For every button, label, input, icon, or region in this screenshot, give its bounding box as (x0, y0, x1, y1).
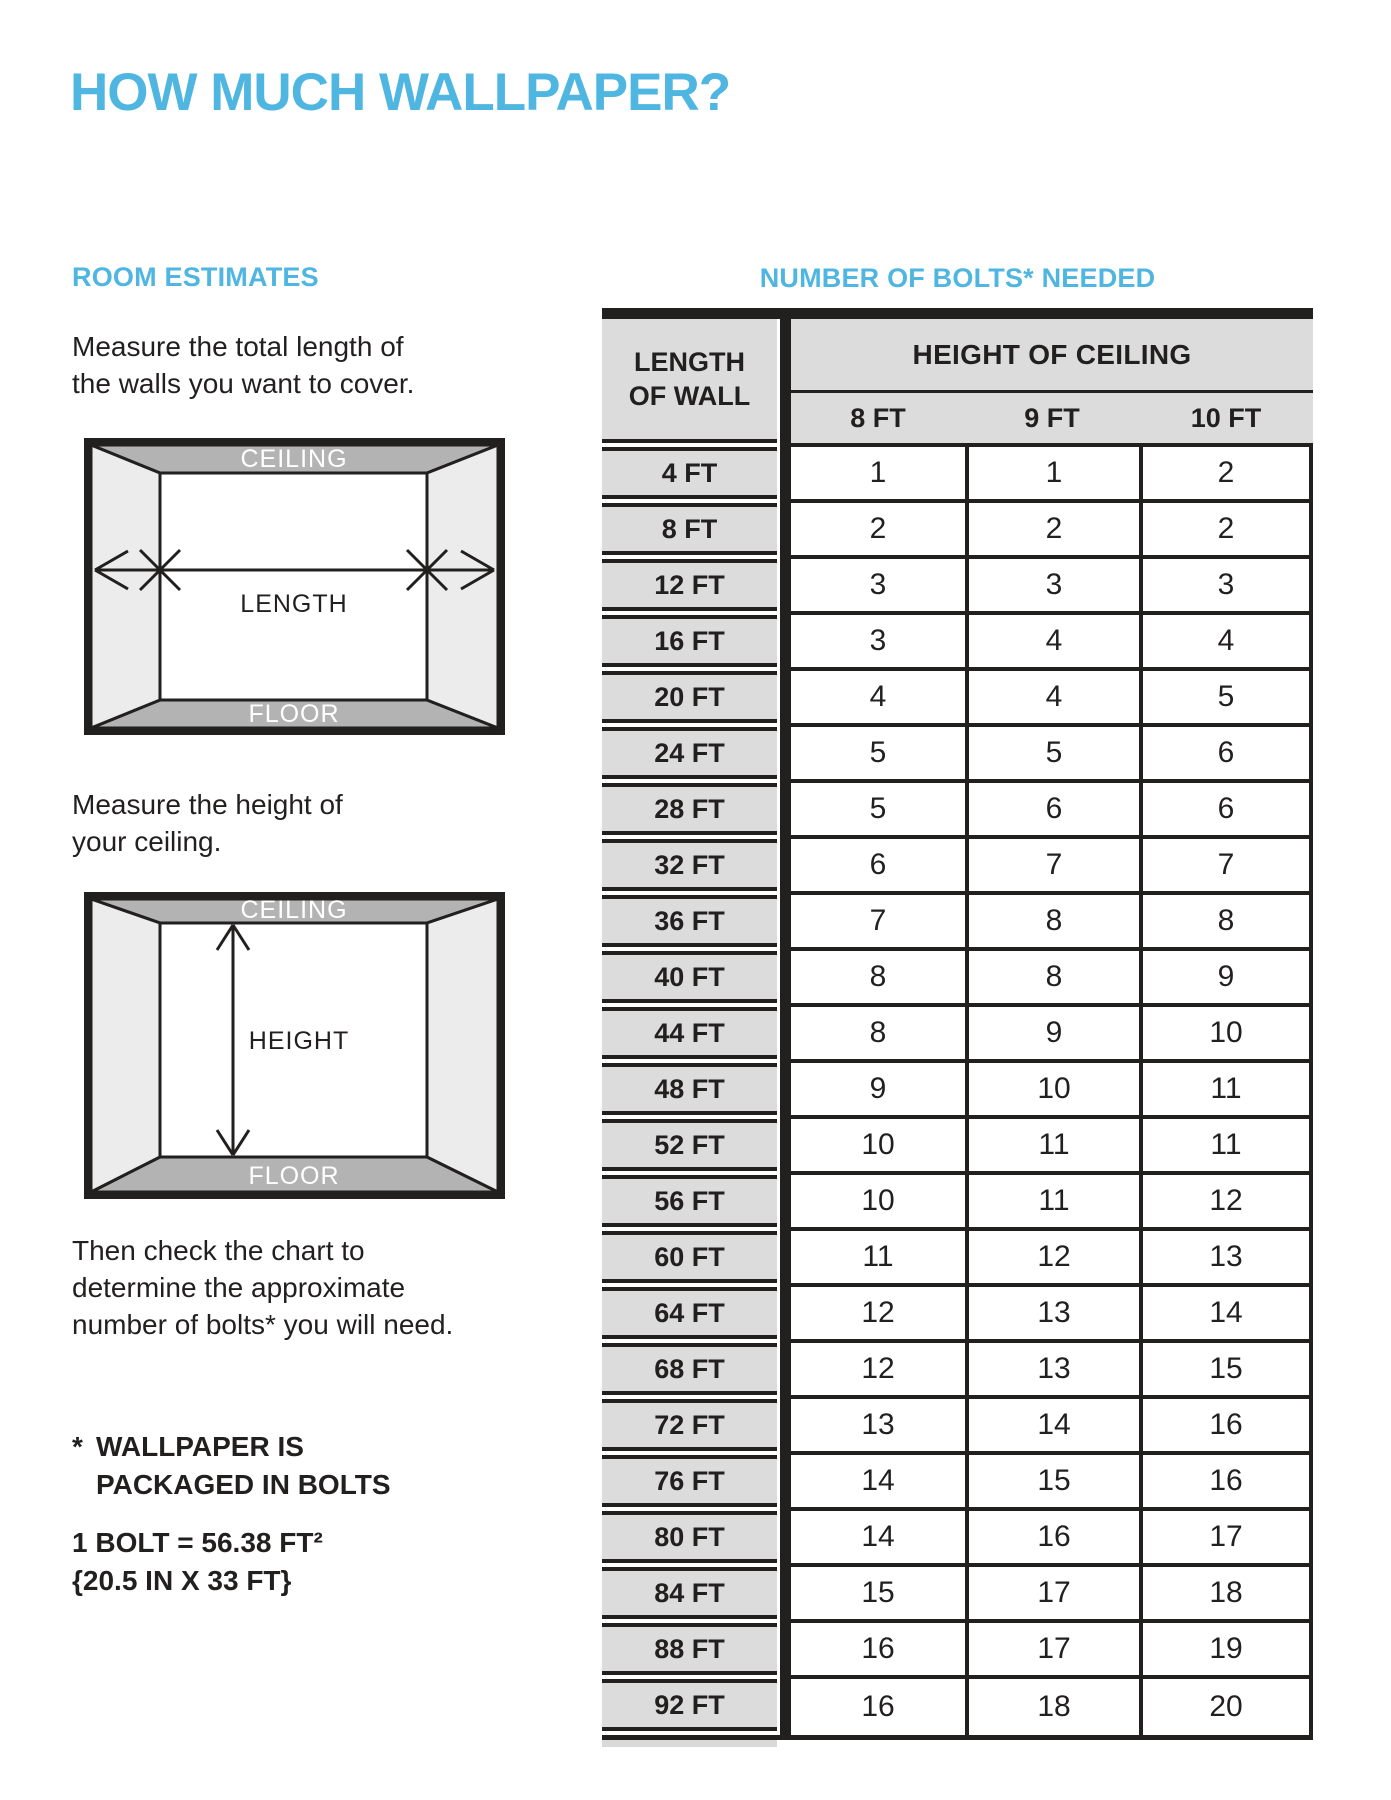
row-label: 76 FT (602, 1455, 777, 1507)
row-label: 84 FT (602, 1567, 777, 1619)
bolt-count-cell: 10 (791, 1175, 965, 1231)
row-label: 36 FT (602, 895, 777, 947)
ceiling-label: CEILING (240, 445, 348, 473)
bolt-footnote (72, 1428, 391, 1504)
bolt-count-cell: 2 (791, 503, 965, 559)
bolt-count-cell: 13 (791, 1399, 965, 1455)
back-wall (160, 473, 427, 700)
instruction-line: the walls you want to cover. (72, 368, 415, 399)
row-label: 20 FT (602, 671, 777, 723)
bolt-count-cell: 18 (1139, 1567, 1313, 1623)
bolt-count-cell: 4 (965, 615, 1139, 671)
bolt-count-cell: 7 (965, 839, 1139, 895)
wall-length-labels (602, 447, 777, 1735)
bolt-count-cell: 3 (791, 559, 965, 615)
bolt-count-cell: 3 (1139, 559, 1313, 615)
row-label: 68 FT (602, 1343, 777, 1395)
row-label: 88 FT (602, 1623, 777, 1675)
row-label: 72 FT (602, 1399, 777, 1451)
bolt-count-cell: 13 (965, 1343, 1139, 1399)
row-label: 16 FT (602, 615, 777, 667)
bolt-count-cell: 2 (1139, 503, 1313, 559)
bolt-count-cell: 8 (1139, 895, 1313, 951)
bolt-count-cell: 16 (791, 1679, 965, 1735)
label-column-shadow (602, 1740, 777, 1747)
length-of-wall-header (602, 319, 777, 443)
bolt-count-cell: 5 (1139, 671, 1313, 727)
bolt-counts-grid (791, 447, 1313, 1735)
bolt-count-cell: 3 (965, 559, 1139, 615)
ceiling-height-columns (791, 393, 1313, 447)
bolt-count-cell: 6 (1139, 783, 1313, 839)
bolt-count-cell: 14 (791, 1455, 965, 1511)
bolt-count-cell: 9 (791, 1063, 965, 1119)
bolt-count-cell: 16 (1139, 1455, 1313, 1511)
bolt-count-cell: 15 (965, 1455, 1139, 1511)
instruction-line: Measure the total length of (72, 331, 404, 362)
floor-label: FLOOR (248, 1162, 340, 1190)
bolt-count-cell: 9 (1139, 951, 1313, 1007)
row-label: 92 FT (602, 1679, 777, 1731)
instruction-line: determine the approximate (72, 1272, 406, 1303)
bolt-count-cell: 17 (1139, 1511, 1313, 1567)
bolt-count-cell: 11 (1139, 1119, 1313, 1175)
instruction-line: Measure the height of (72, 789, 343, 820)
row-label: 80 FT (602, 1511, 777, 1563)
instruction-check-chart (72, 1232, 453, 1343)
floor-label: FLOOR (248, 700, 340, 728)
bolt-count-cell: 12 (791, 1343, 965, 1399)
row-label: 4 FT (602, 447, 777, 499)
instruction-measure-length (72, 328, 414, 402)
bolt-count-cell: 16 (965, 1511, 1139, 1567)
bolt-count-cell: 6 (1139, 727, 1313, 783)
bolt-count-cell: 9 (965, 1007, 1139, 1063)
table-vertical-rule (780, 308, 791, 1740)
column-header-10ft: 10 FT (1190, 402, 1262, 433)
bolt-count-cell: 11 (965, 1119, 1139, 1175)
bolt-count-cell: 13 (1139, 1231, 1313, 1287)
bolt-count-cell: 11 (1139, 1063, 1313, 1119)
bolt-count-cell: 7 (791, 895, 965, 951)
room-height-diagram (84, 892, 505, 1199)
room-length-diagram (84, 438, 505, 735)
instruction-line: Then check the chart to (72, 1235, 365, 1266)
table-body (602, 447, 1313, 1735)
bolt-count-cell: 18 (965, 1679, 1139, 1735)
bolt-count-cell: 4 (791, 671, 965, 727)
row-label: 64 FT (602, 1287, 777, 1339)
bolt-count-cell: 10 (965, 1063, 1139, 1119)
bolt-count-cell: 17 (965, 1623, 1139, 1679)
room-estimates-heading: ROOM ESTIMATES (72, 262, 319, 292)
bolt-count-cell: 8 (791, 1007, 965, 1063)
bolt-count-cell: 14 (791, 1511, 965, 1567)
bolt-count-cell: 1 (791, 447, 965, 503)
footnote-line: PACKAGED IN BOLTS (96, 1469, 391, 1500)
asterisk: * (72, 1431, 83, 1462)
header-line: OF WALL (628, 381, 751, 411)
bolt-count-cell: 2 (1139, 447, 1313, 503)
bolt-count-cell: 2 (965, 503, 1139, 559)
bolt-count-cell: 15 (1139, 1343, 1313, 1399)
footnote-line: WALLPAPER IS (96, 1431, 304, 1462)
column-header-9ft: 9 FT (1024, 402, 1080, 433)
instruction-line: number of bolts* you will need. (72, 1309, 454, 1340)
height-dimension-label: HEIGHT (248, 1027, 350, 1055)
instruction-line: your ceiling. (72, 826, 222, 857)
bolts-needed-heading: NUMBER OF BOLTS* NEEDED (759, 263, 1156, 293)
row-label: 60 FT (602, 1231, 777, 1283)
row-label: 44 FT (602, 1007, 777, 1059)
row-label: 12 FT (602, 559, 777, 611)
header-line: LENGTH (634, 347, 745, 377)
row-label: 48 FT (602, 1063, 777, 1115)
bolt-size-line: 1 BOLT = 56.38 FT² (72, 1527, 323, 1558)
bolt-spec (72, 1524, 323, 1600)
table-header (602, 319, 1313, 447)
bolt-count-cell: 8 (791, 951, 965, 1007)
length-dimension-label: LENGTH (240, 590, 348, 618)
row-label: 28 FT (602, 783, 777, 835)
bolt-count-cell: 20 (1139, 1679, 1313, 1735)
ceiling-label: CEILING (240, 896, 348, 924)
bolt-count-cell: 3 (791, 615, 965, 671)
bolt-count-cell: 5 (791, 783, 965, 839)
bolt-count-cell: 6 (965, 783, 1139, 839)
bolt-count-cell: 12 (965, 1231, 1139, 1287)
column-header-8ft: 8 FT (850, 402, 906, 433)
instruction-measure-height (72, 786, 343, 860)
row-label: 56 FT (602, 1175, 777, 1227)
bolt-count-cell: 14 (1139, 1287, 1313, 1343)
bolt-count-cell: 11 (791, 1231, 965, 1287)
bolt-count-cell: 17 (965, 1567, 1139, 1623)
bolt-count-cell: 16 (1139, 1399, 1313, 1455)
bolt-dimensions-line: {20.5 IN X 33 FT} (72, 1565, 292, 1596)
bolt-count-cell: 7 (1139, 839, 1313, 895)
bolt-count-cell: 8 (965, 895, 1139, 951)
bolt-count-cell: 10 (791, 1119, 965, 1175)
height-of-ceiling-header: HEIGHT OF CEILING (791, 319, 1313, 393)
row-label: 40 FT (602, 951, 777, 1003)
row-label: 8 FT (602, 503, 777, 555)
row-label: 32 FT (602, 839, 777, 891)
bolt-count-cell: 16 (791, 1623, 965, 1679)
bolt-count-cell: 6 (791, 839, 965, 895)
bolt-count-cell: 1 (965, 447, 1139, 503)
left-wall (91, 899, 160, 1192)
right-wall (427, 899, 498, 1192)
bolts-table (602, 308, 1313, 1747)
bolt-count-cell: 5 (791, 727, 965, 783)
bolt-count-cell: 19 (1139, 1623, 1313, 1679)
row-label: 24 FT (602, 727, 777, 779)
bolt-count-cell: 12 (791, 1287, 965, 1343)
bolt-count-cell: 8 (965, 951, 1139, 1007)
bolt-count-cell: 14 (965, 1399, 1139, 1455)
bolt-count-cell: 15 (791, 1567, 965, 1623)
bolt-count-cell: 12 (1139, 1175, 1313, 1231)
row-label: 52 FT (602, 1119, 777, 1171)
bolt-count-cell: 10 (1139, 1007, 1313, 1063)
bolt-count-cell: 4 (965, 671, 1139, 727)
bolt-count-cell: 13 (965, 1287, 1139, 1343)
page-title: HOW MUCH WALLPAPER? (70, 63, 731, 122)
bolt-count-cell: 5 (965, 727, 1139, 783)
bolt-count-cell: 4 (1139, 615, 1313, 671)
bolt-count-cell: 11 (965, 1175, 1139, 1231)
table-top-rule (602, 308, 1313, 319)
